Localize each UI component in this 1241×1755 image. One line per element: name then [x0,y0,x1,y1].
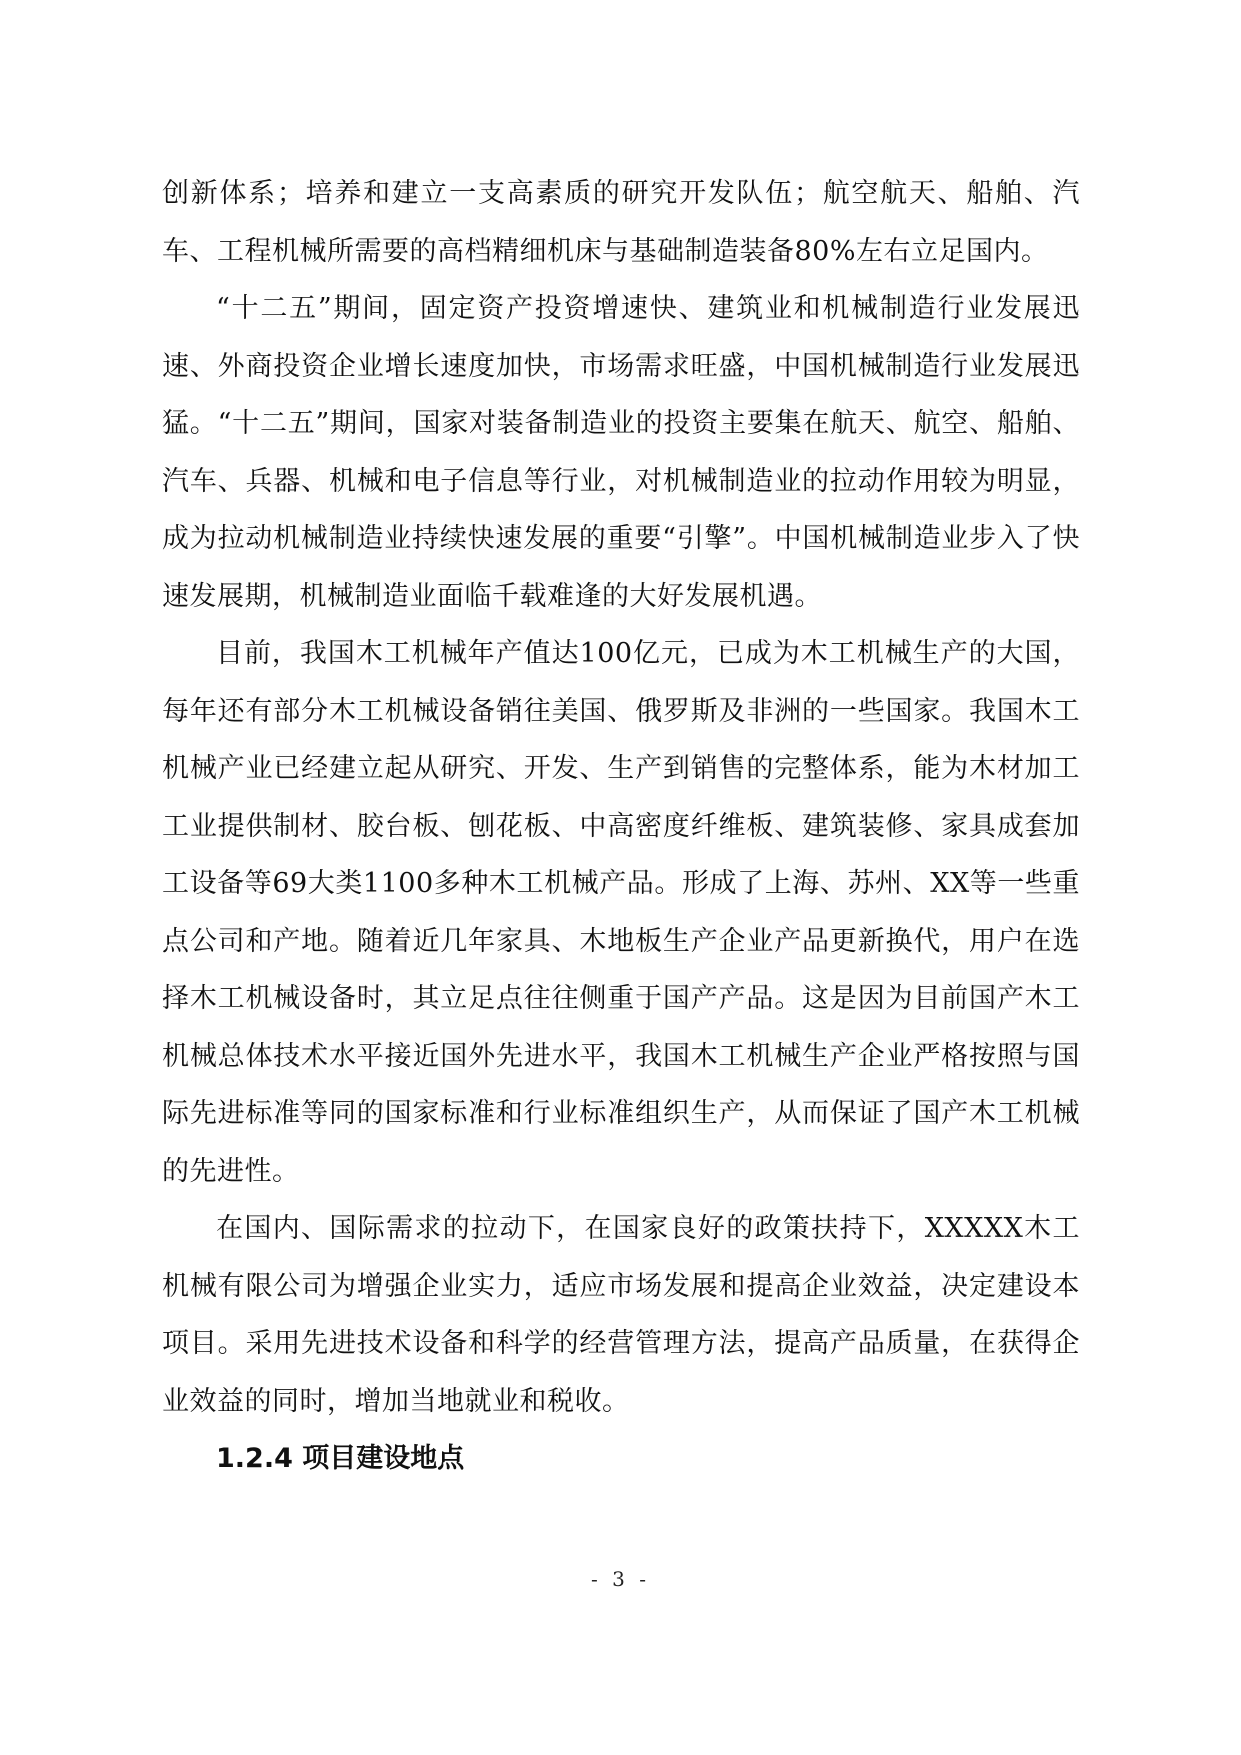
paragraph-12th-five-year-plan: “十二五”期间，固定资产投资增速快、建筑业和机械制造行业发展迅速、外商投资企业增长速度加快，市场需求旺盛，中国机械制造行业发展迅猛。“十二五”期间，国家对装备制造业的投资主要集在航天、航空、船舶、汽车、兵器、机械和电子信息等行业，对机械制造业的拉动作用较为明显，成为拉动机械制造业持续快速发展的重要“引擎”。中国机械制造业步入了快速发展期，机械制造业面临千载难逢的大好发展机遇。 [162,293,1080,612]
paragraph-project-rationale: 在国内、国际需求的拉动下，在国家良好的政策扶持下，XXXXX木工机械有限公司为增强企业实力，适应市场发展和提高企业效益，决定建设本项目。采用先进技术设备和科学的经营管理方法，提高产品质量，在获得企业效益的同时，增加当地就业和税收。 [162,1213,1080,1417]
document-body [162,165,1080,1488]
page-number: - 3 - [591,1567,650,1591]
section-heading: 1.2.4 项目建设地点 [216,1443,465,1474]
paragraph-woodworking-industry: 目前，我国木工机械年产值达100亿元，已成为木工机械生产的大国，每年还有部分木工机械设备销往美国、俄罗斯及非洲的一些国家。我国木工机械产业已经建立起从研究、开发、生产到销售的完整体系，能为木材加工工业提供制材、胶台板、刨花板、中高密度纤维板、建筑装修、家具成套加工设备等69大类1100多种木工机械产品。形成了上海、苏州、XX等一些重点公司和产地。随着近几年家具、木地板生产企业产品更新换代，用户在选择木工机械设备时，其立足点往往侧重于国产产品。这是因为目前国产木工机械总体技术水平接近国外先进水平，我国木工机械生产企业严格按照与国际先进标准等同的国家标准和行业标准组织生产，从而保证了国产木工机械的先进性。 [162,638,1080,1187]
paragraph-continuation: 创新体系；培养和建立一支高素质的研究开发队伍；航空航天、船舶、汽车、工程机械所需要的高档精细机床与基础制造装备80%左右立足国内。 [162,178,1080,267]
